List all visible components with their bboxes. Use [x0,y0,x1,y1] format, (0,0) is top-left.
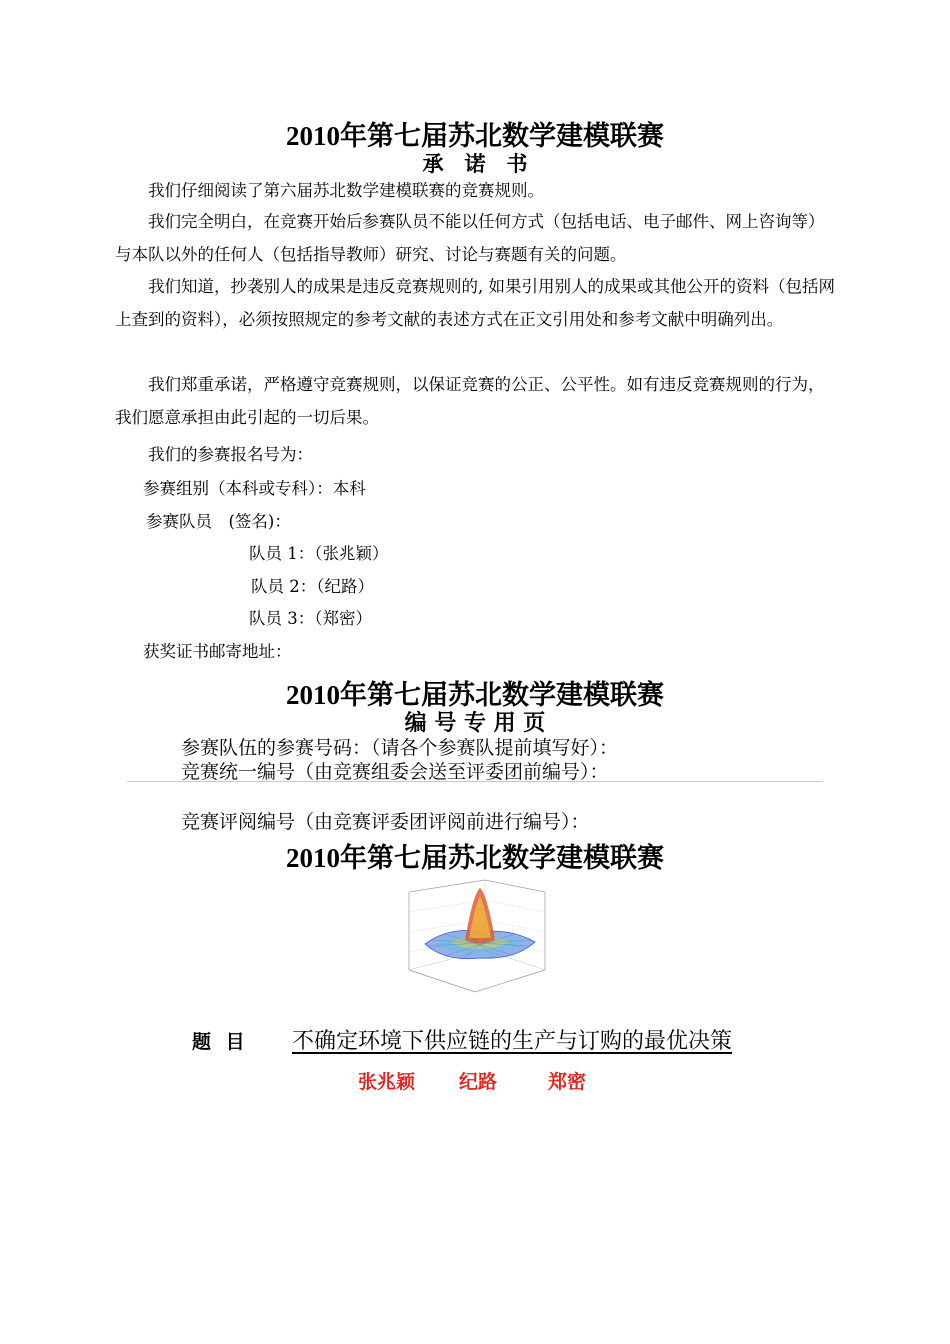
unified-number-label: 竞赛统一编号（由竞赛组委会送至评委团前编号）： [181,761,609,783]
topic-title: 不确定环境下供应链的生产与订购的最优决策 [292,1029,733,1054]
pledge-paragraph-1: 我们仔细阅读了第六届苏北数学建模联赛的竞赛规则。 [148,181,544,200]
author-1: 张兆颖 [358,1071,416,1093]
team-number-label: 参赛队伍的参赛号码：（请各个参赛队提前填写好）： [181,737,619,759]
pledge-paragraph-4: 我们郑重承诺，严格遵守竞赛规则，以保证竞赛的公正、公平性。如有违反竞赛规则的行为，我们愿意承担由此引起的一切后果。 [115,375,825,427]
pledge-paragraph-2: 我们完全明白，在竞赛开始后参赛队员不能以任何方式（包括电话、电子邮件、网上咨询等）与本队以外的任何人（包括指导教师）研究、讨论与赛题有关的问题。 [115,212,825,264]
topic-label: 题 目 [192,1031,249,1053]
review-number-label: 竞赛评阅编号（由竞赛评委团评阅前进行编号）： [181,811,590,833]
member-3: 队员 3：（郑密） [249,609,372,628]
cover-title: 2010年第七届苏北数学建模联赛 [286,843,664,873]
numbering-subtitle: 编 号 专 用 页 [404,710,546,736]
member-2: 队员 2：（纪路） [251,577,374,596]
members-label: 参赛队员 (签名)： [146,512,291,531]
pledge-paragraph-3: 我们知道，抄袭别人的成果是违反竞赛规则的, 如果引用别人的成果或其他公开的资料（包括网上查到的资料），必须按照规定的参考文献的表述方式在正文引用处和参考文献中明确列出。 [115,277,835,329]
surface-plot-image [395,874,555,1004]
author-3: 郑密 [548,1071,587,1093]
group-label: 参赛组别（本科或专科）：本科 [143,479,366,498]
pledge-subtitle: 承 诺 书 [422,151,528,176]
author-2: 纪路 [459,1071,498,1093]
page-divider [127,781,823,782]
registration-label: 我们的参赛报名号为： [148,445,313,464]
pledge-title: 2010年第七届苏北数学建模联赛 [286,121,664,151]
member-1: 队员 1：（张兆颖） [249,544,389,563]
address-label: 获奖证书邮寄地址： [143,642,292,661]
numbering-title: 2010年第七届苏北数学建模联赛 [286,680,664,710]
